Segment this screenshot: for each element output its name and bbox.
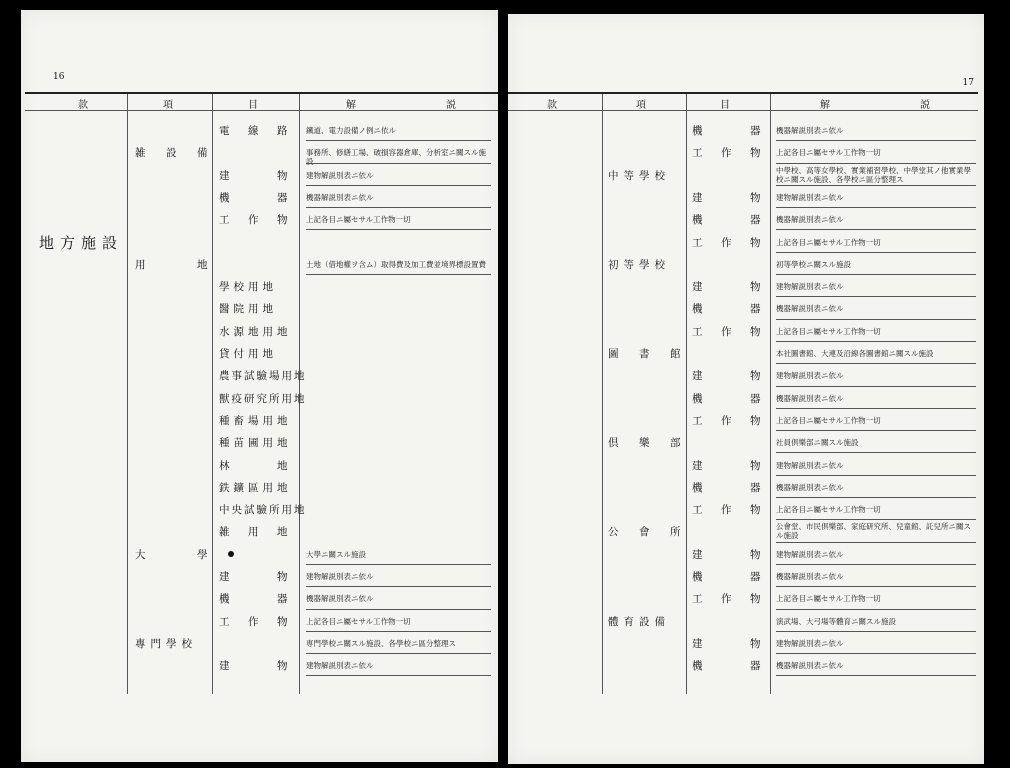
kaisetsu-cell: 土地（借地權ヲ含ム）取得費及加工費並境界標設置費 bbox=[306, 259, 486, 269]
row-rule bbox=[776, 207, 976, 208]
row-rule bbox=[776, 542, 976, 543]
kaisetsu-cell: 上記各目ニ屬セサル工作物一切 bbox=[776, 326, 881, 336]
moku-cell: 雑 用 地 bbox=[219, 526, 292, 539]
moku-cell: 中央試驗所用地 bbox=[219, 504, 307, 517]
moku-cell: 機 器 bbox=[692, 571, 765, 583]
header-moku: 目 bbox=[720, 100, 736, 111]
kou-cell: 用 地 bbox=[135, 258, 213, 271]
kaisetsu-cell: 公會堂、市民倶樂部、家庭研究所、兒童館、託兒所ニ關スル施設 bbox=[776, 522, 971, 541]
moku-cell: 機 器 bbox=[692, 303, 765, 316]
kaisetsu-cell: 社員倶樂部ニ關スル施設 bbox=[776, 438, 859, 448]
row-rule bbox=[776, 452, 976, 453]
kaisetsu-cell: 鐵道、電力設備ノ例ニ依ル bbox=[306, 126, 396, 135]
table-row bbox=[21, 254, 498, 276]
moku-cell: 機 器 bbox=[692, 481, 765, 494]
table-row bbox=[508, 187, 984, 209]
moku-cell: 機 器 bbox=[219, 191, 292, 204]
moku-cell: 機 器 bbox=[219, 593, 292, 606]
moku-cell: 建 物 bbox=[692, 281, 765, 294]
row-rule bbox=[306, 140, 491, 141]
row-rule bbox=[306, 675, 491, 676]
moku-cell: 建 物 bbox=[692, 548, 765, 561]
table-row bbox=[21, 544, 498, 566]
header-kaisetsu: 解 説 bbox=[820, 100, 930, 111]
kaisetsu-cell: 上記各目ニ屬セサル工作物一切 bbox=[776, 415, 881, 425]
row-rule bbox=[306, 631, 491, 632]
kaisetsu-cell: 機器解説別表ニ依ル bbox=[776, 661, 844, 671]
kaisetsu-cell: 建物解説別表ニ依ル bbox=[306, 170, 374, 180]
kaisetsu-cell: 機器解説別表ニ依ル bbox=[776, 393, 844, 403]
table-row bbox=[508, 343, 984, 365]
table-row bbox=[21, 566, 498, 588]
table-row bbox=[21, 521, 498, 543]
kaisetsu-cell: 機器解説別表ニ依ル bbox=[776, 304, 844, 314]
header-moku: 目 bbox=[248, 100, 264, 111]
moku-cell: 建 物 bbox=[219, 571, 292, 583]
table-row bbox=[508, 544, 984, 566]
row-rule bbox=[306, 653, 491, 654]
kou-cell: 圖 書 館 bbox=[608, 348, 686, 360]
table-row bbox=[21, 611, 498, 633]
table-row bbox=[508, 410, 984, 432]
table-row bbox=[508, 142, 984, 164]
table-row bbox=[508, 499, 984, 521]
moku-cell: 建 物 bbox=[219, 660, 292, 673]
header-kou: 項 bbox=[636, 100, 652, 111]
kou-cell: 中等學校 bbox=[608, 169, 670, 182]
row-rule bbox=[776, 252, 976, 253]
table-row bbox=[508, 120, 984, 142]
left-page bbox=[21, 10, 498, 762]
row-rule bbox=[306, 586, 491, 587]
moku-cell: 種畜場用地 bbox=[219, 414, 292, 427]
row-rule bbox=[776, 408, 976, 409]
moku-cell: 獸疫研究所用地 bbox=[219, 392, 307, 405]
kou-cell: 體育設備 bbox=[608, 615, 670, 628]
row-rule bbox=[306, 207, 491, 208]
row-rule bbox=[776, 653, 976, 654]
kaisetsu-cell: 機器解説別表ニ依ル bbox=[306, 594, 374, 604]
row-rule bbox=[776, 586, 976, 587]
table-row bbox=[21, 209, 498, 231]
moku-cell: 建 物 bbox=[692, 370, 765, 383]
moku-cell: 工 作 物 bbox=[692, 147, 765, 160]
table-row bbox=[508, 276, 984, 298]
row-rule bbox=[776, 564, 976, 565]
row-rule bbox=[306, 229, 491, 230]
table-row bbox=[508, 209, 984, 231]
table-row bbox=[508, 298, 984, 320]
page-number: 16 bbox=[53, 72, 65, 82]
header-kuan: 款 bbox=[547, 100, 563, 111]
right-page bbox=[508, 14, 984, 764]
table-row bbox=[21, 165, 498, 187]
kaisetsu-cell: 建物解説別表ニ依ル bbox=[776, 549, 844, 559]
moku-cell: 水源地用地 bbox=[219, 325, 292, 338]
moku-cell: 醫院用地 bbox=[219, 303, 277, 316]
kaisetsu-cell: 専門學校ニ關スル施設、各學校ニ區分整理ス bbox=[306, 638, 456, 648]
row-rule bbox=[776, 363, 976, 364]
table-row bbox=[21, 388, 498, 410]
row-rule bbox=[306, 274, 491, 275]
table-row bbox=[508, 455, 984, 477]
row-rule bbox=[776, 319, 976, 320]
row-rule bbox=[306, 185, 491, 186]
moku-cell: 建 物 bbox=[219, 169, 292, 182]
row-rule bbox=[776, 163, 976, 164]
header-kaisetsu: 解 説 bbox=[346, 100, 456, 111]
moku-cell: 建 物 bbox=[692, 637, 765, 650]
kaisetsu-cell: 上記各目ニ屬セサル工作物一切 bbox=[306, 215, 411, 225]
kou-cell: 初等學校 bbox=[608, 258, 670, 271]
kou-cell: 雑 設 備 bbox=[135, 147, 213, 160]
kaisetsu-cell: 建物解説別表ニ依ル bbox=[776, 460, 844, 470]
kaisetsu-cell: 建物解説別表ニ依ル bbox=[776, 638, 844, 648]
table-row bbox=[508, 388, 984, 410]
kaisetsu-cell: 上記各目ニ屬セサル工作物一切 bbox=[776, 148, 881, 158]
kaisetsu-cell: 建物解説別表ニ依ル bbox=[776, 282, 844, 292]
table-row bbox=[21, 120, 498, 142]
kaisetsu-cell: 機器解説別表ニ依ル bbox=[776, 482, 844, 492]
table-row bbox=[508, 254, 984, 276]
moku-cell: 電 線 路 bbox=[219, 125, 292, 137]
kaisetsu-cell: 建物解説別表ニ依ル bbox=[306, 661, 374, 671]
table-row bbox=[21, 321, 498, 343]
table-row bbox=[21, 232, 498, 254]
row-rule bbox=[776, 519, 976, 520]
moku-cell: 貸付用地 bbox=[219, 348, 277, 360]
bullet-mark bbox=[228, 551, 234, 557]
table-row bbox=[21, 298, 498, 320]
kou-cell: 專門學校 bbox=[135, 637, 197, 650]
kaisetsu-cell: 本社圖書館、大連及沿線各圖書館ニ關スル施設 bbox=[776, 349, 934, 358]
table-row bbox=[21, 365, 498, 387]
kou-cell: 大 學 bbox=[135, 548, 213, 561]
table-body bbox=[21, 10, 498, 762]
moku-cell: 建 物 bbox=[692, 191, 765, 204]
moku-cell: 鉄鑛區用地 bbox=[219, 481, 292, 494]
table-row bbox=[508, 588, 984, 610]
row-rule bbox=[306, 609, 491, 610]
table-row bbox=[508, 566, 984, 588]
moku-cell: 建 物 bbox=[692, 459, 765, 472]
table-row bbox=[508, 521, 984, 543]
row-rule bbox=[306, 163, 491, 164]
moku-cell: 機 器 bbox=[692, 660, 765, 673]
kaisetsu-cell: 建物解説別表ニ依ル bbox=[306, 572, 374, 581]
moku-cell: 工 作 物 bbox=[692, 593, 765, 606]
table-row bbox=[508, 165, 984, 187]
table-row bbox=[21, 187, 498, 209]
kaisetsu-cell: 建物解説別表ニ依ル bbox=[776, 371, 844, 381]
moku-cell: 林 地 bbox=[219, 459, 292, 472]
table-body bbox=[508, 14, 984, 764]
moku-cell: 機 器 bbox=[692, 214, 765, 227]
kou-cell: 公 會 所 bbox=[608, 526, 686, 539]
moku-cell: 機 器 bbox=[692, 125, 765, 137]
row-rule bbox=[776, 386, 976, 387]
table-row bbox=[508, 655, 984, 677]
kaisetsu-cell: 中學校、高等女學校、實業補習學校、中學堂其ノ他實業學校ニ關スル施設、各學校ニ區分整理ス bbox=[776, 165, 971, 184]
moku-cell: 工 作 物 bbox=[692, 504, 765, 517]
table-row bbox=[21, 477, 498, 499]
kuan-label: 地方施設 bbox=[39, 234, 124, 252]
kaisetsu-cell: 事務所、修繕工場、破損容器倉庫、分析室ニ關スル施 bbox=[306, 148, 486, 158]
kaisetsu-cell: 大學ニ關スル施設 bbox=[306, 549, 366, 559]
moku-cell: 學校用地 bbox=[219, 281, 277, 294]
table-row bbox=[21, 432, 498, 454]
row-rule bbox=[776, 296, 976, 297]
table-row bbox=[21, 410, 498, 432]
kaisetsu-cell: 機器解説別表ニ依ル bbox=[776, 126, 844, 135]
row-rule bbox=[776, 185, 976, 186]
kaisetsu-cell: 上記各目ニ屬セサル工作物一切 bbox=[776, 237, 881, 247]
moku-cell: 工 作 物 bbox=[692, 236, 765, 249]
row-rule bbox=[776, 140, 976, 141]
table-row bbox=[508, 611, 984, 633]
row-rule bbox=[776, 341, 976, 342]
moku-cell: 工 作 物 bbox=[219, 214, 292, 227]
table-row bbox=[21, 655, 498, 677]
table-row bbox=[21, 499, 498, 521]
kaisetsu-cell: 上記各目ニ屬セサル工作物一切 bbox=[776, 505, 881, 515]
kaisetsu-cell: 演武場、大弓場等體育ニ關スル施設 bbox=[776, 616, 896, 626]
moku-cell: 工 作 物 bbox=[692, 414, 765, 427]
table-row bbox=[21, 633, 498, 655]
kaisetsu-cell: 建物解説別表ニ依ル bbox=[776, 192, 844, 202]
kaisetsu-cell: 機器解説別表ニ依ル bbox=[306, 192, 374, 202]
moku-cell: 種苗圃用地 bbox=[219, 437, 292, 450]
moku-cell: 工 作 物 bbox=[219, 615, 292, 628]
table-row bbox=[21, 343, 498, 365]
row-rule bbox=[776, 631, 976, 632]
kaisetsu-cell: 上記各目ニ屬セサル工作物一切 bbox=[306, 616, 411, 626]
table-row bbox=[508, 477, 984, 499]
moku-cell: 農事試驗場用地 bbox=[219, 370, 307, 383]
moku-cell: 工 作 物 bbox=[692, 325, 765, 338]
table-row bbox=[508, 365, 984, 387]
row-rule bbox=[776, 475, 976, 476]
table-row bbox=[21, 588, 498, 610]
table-row bbox=[21, 276, 498, 298]
page-number: 17 bbox=[962, 78, 974, 88]
header-kuan: 款 bbox=[78, 100, 94, 111]
row-rule bbox=[776, 430, 976, 431]
kaisetsu-cell: 機器解説別表ニ依ル bbox=[776, 572, 844, 581]
table-row bbox=[21, 455, 498, 477]
table-row bbox=[508, 432, 984, 454]
row-rule bbox=[776, 229, 976, 230]
moku-cell: 機 器 bbox=[692, 392, 765, 405]
kaisetsu-cell: 上記各目ニ屬セサル工作物一切 bbox=[776, 594, 881, 604]
row-rule bbox=[776, 609, 976, 610]
row-rule bbox=[776, 675, 976, 676]
table-row bbox=[21, 142, 498, 164]
kou-cell: 倶 樂 部 bbox=[608, 437, 686, 450]
row-rule bbox=[306, 564, 491, 565]
kaisetsu-cell: 初等學校ニ關スル施設 bbox=[776, 259, 851, 269]
kaisetsu-cell: 機器解説別表ニ依ル bbox=[776, 215, 844, 225]
table-row bbox=[508, 633, 984, 655]
row-rule bbox=[776, 274, 976, 275]
row-rule bbox=[776, 497, 976, 498]
table-row bbox=[508, 232, 984, 254]
header-kou: 項 bbox=[163, 100, 179, 111]
table-row bbox=[508, 321, 984, 343]
